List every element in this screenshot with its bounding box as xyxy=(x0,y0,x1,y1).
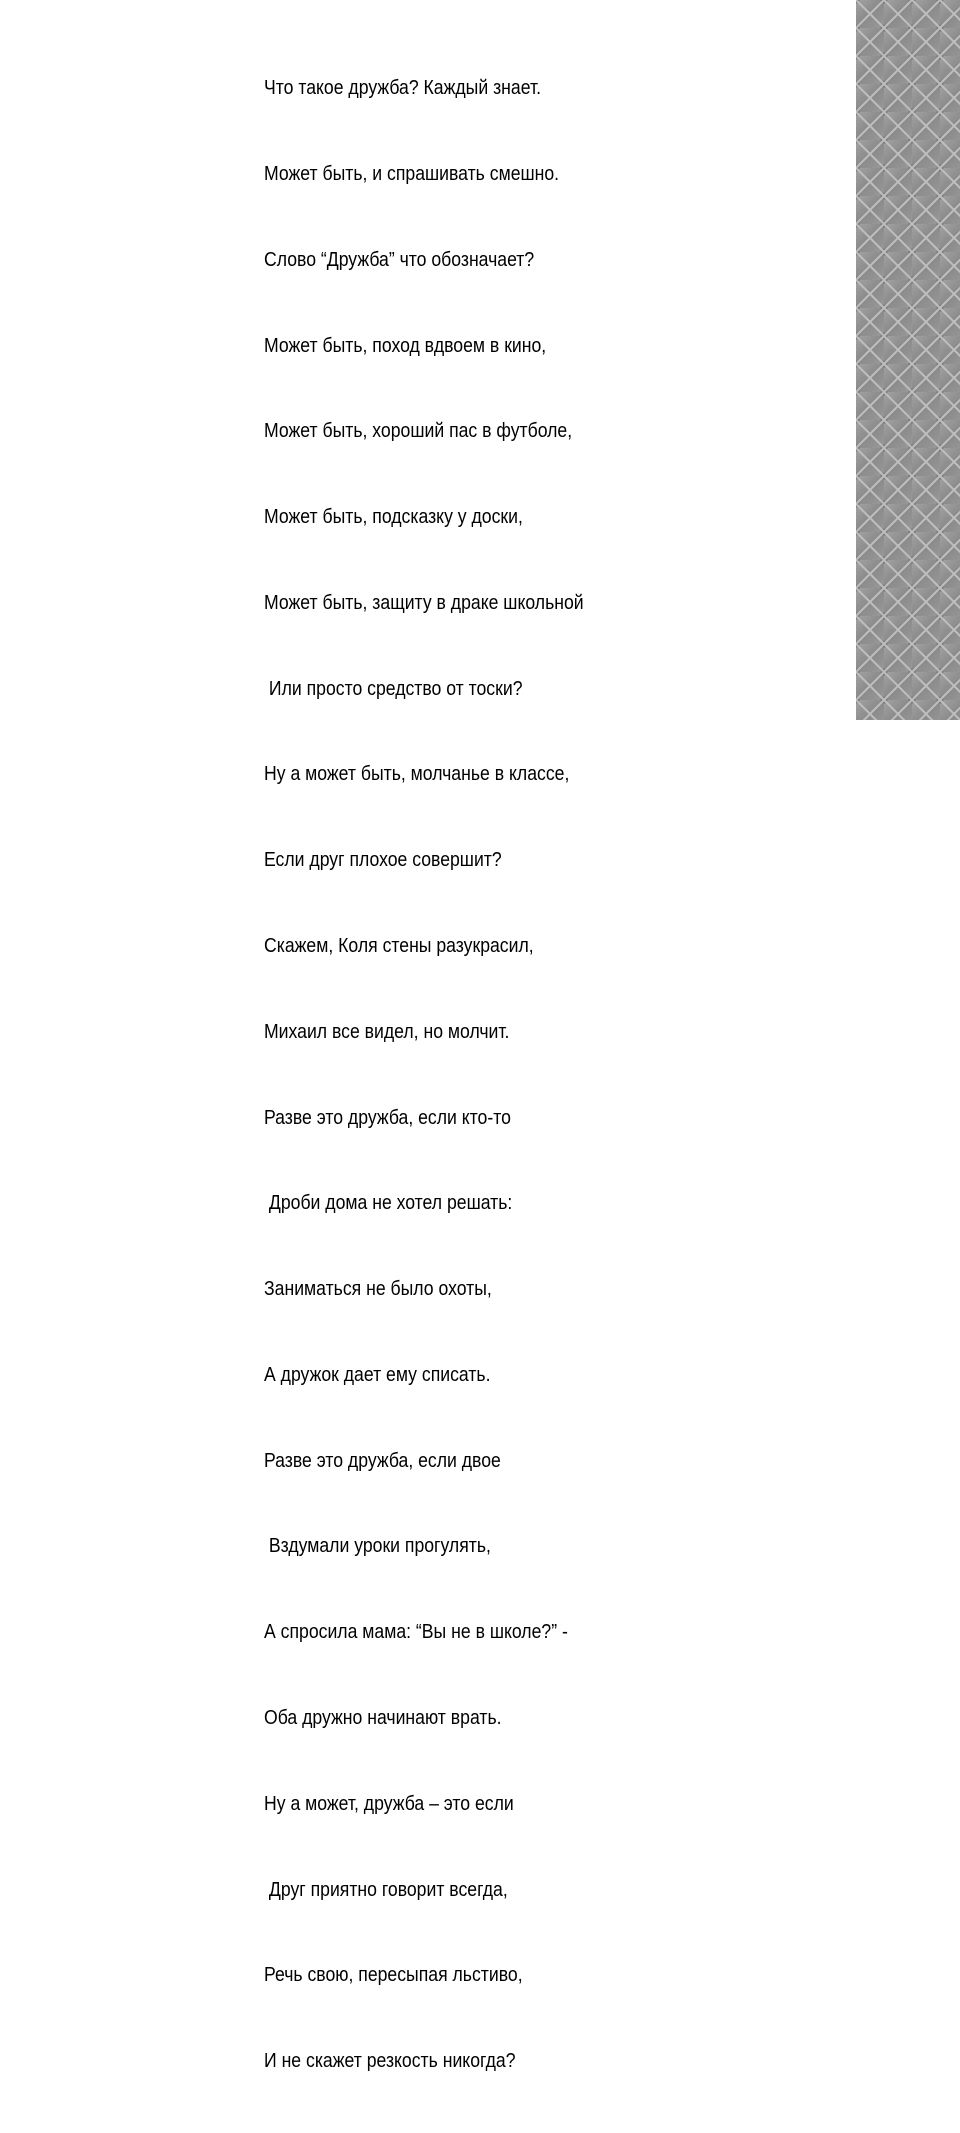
poem-line: Вздумали уроки прогулять, xyxy=(264,1534,491,1558)
poem-line: Речь свою, пересыпая льстиво, xyxy=(264,1963,523,1987)
poem-line: Разве это дружба, если двое xyxy=(264,1448,501,1472)
poem-line: Оба дружно начинают врать. xyxy=(264,1706,502,1730)
poem-line: Может быть, подсказку у доски, xyxy=(264,505,523,529)
poem-line: Ну а может быть, молчанье в классе, xyxy=(264,762,570,786)
poem-line: Разве это дружба, если кто-то xyxy=(264,1105,511,1129)
poem-line: Ну а может, дружба – это если xyxy=(264,1791,514,1815)
poem-line: А дружок дает ему списать. xyxy=(264,1362,491,1386)
poem-line: Если друг плохое совершит? xyxy=(264,848,502,872)
poem-line: И не скажет резкость никогда? xyxy=(264,2049,516,2073)
poem-text xyxy=(264,17,763,2133)
poem-line: Может быть, защиту в драке школьной xyxy=(264,590,584,614)
poem-line: Михаил все видел, но молчит. xyxy=(264,1019,510,1043)
poem-line: Слово “Дружба” что обозначает? xyxy=(264,247,535,271)
poem-line: Может быть, хороший пас в футболе, xyxy=(264,419,573,443)
poem-line: Может быть, поход вдвоем в кино, xyxy=(264,333,547,357)
poem-line: Или просто средство от тоски? xyxy=(264,676,523,700)
poem-line: Что такое дружба? Каждый знает. xyxy=(264,76,541,100)
poem-line: А спросила мама: “Вы не в школе?” - xyxy=(264,1620,568,1644)
poem-line: Скажем, Коля стены разукрасил, xyxy=(264,934,534,957)
poem-line: Дроби дома не хотел решать: xyxy=(264,1191,513,1215)
poem-line: Заниматься не было охоты, xyxy=(264,1277,492,1301)
decorative-pattern-strip xyxy=(856,0,960,720)
poem-line: Может быть, и спрашивать смешно. xyxy=(264,161,560,185)
poem-line: Друг приятно говорит всегда, xyxy=(264,1877,508,1901)
